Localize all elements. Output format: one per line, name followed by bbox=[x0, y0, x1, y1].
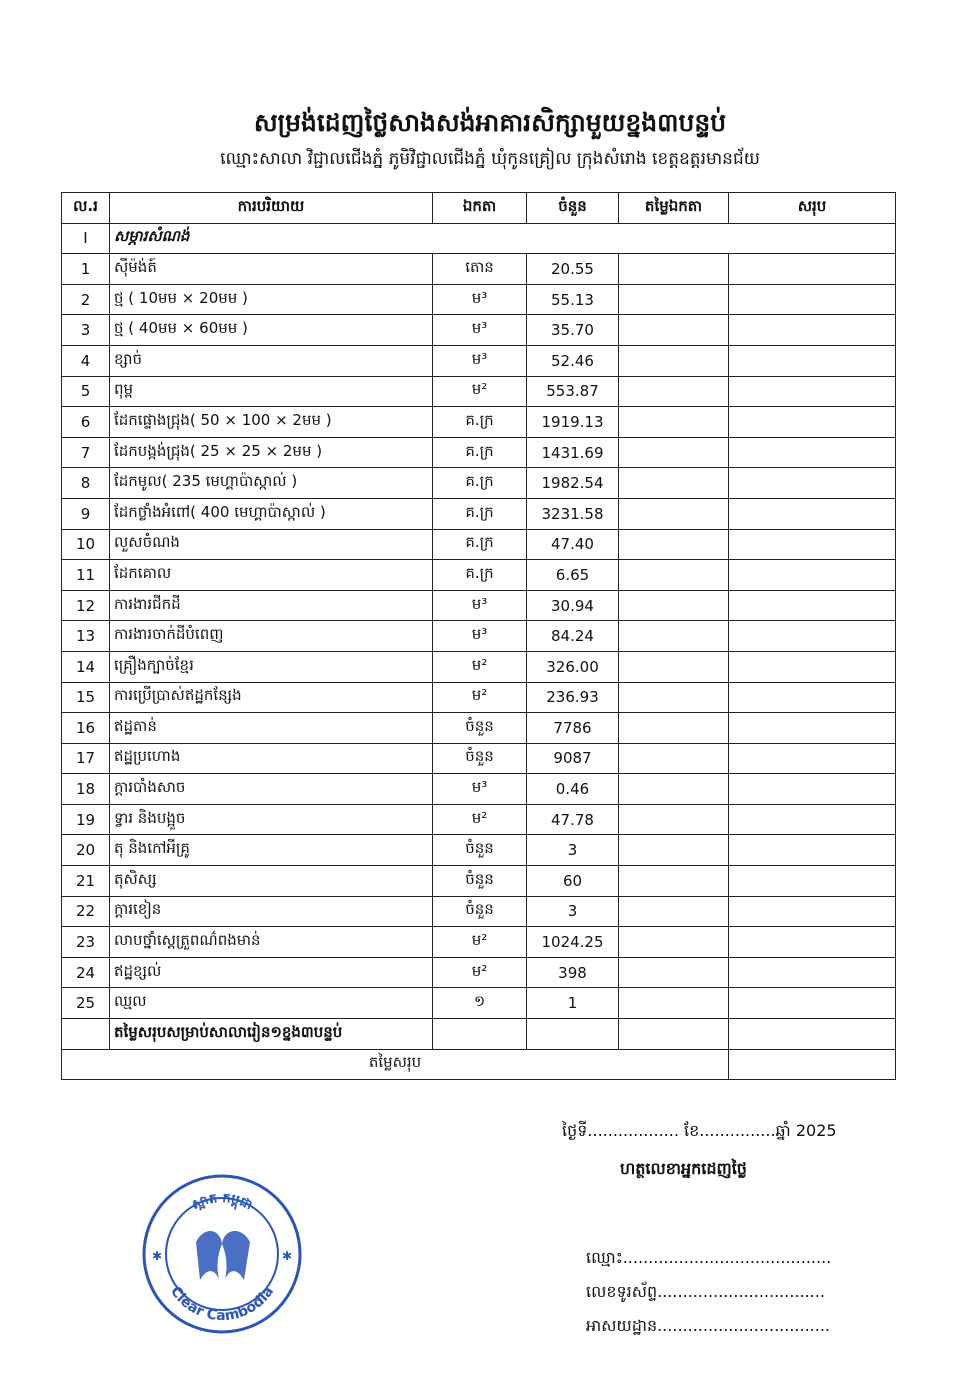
table-row bbox=[62, 651, 896, 682]
signer-title: ហត្ថលេខាអ្នកដេញថ្លៃ bbox=[620, 1159, 747, 1178]
row-quantity: 84.24 bbox=[527, 621, 619, 652]
school-info-subtitle: ឈ្មោះសាលា វិជ្ជាលជើងភ្នំ ភូមិវិជ្ជាលជើងភ្នំ ឃុំកូនគ្រៀល ក្រុងសំរោង ខេត្តឧត្តរមានជ័យ bbox=[220, 149, 760, 169]
row-quantity: 6.65 bbox=[527, 560, 619, 591]
row-total[interactable] bbox=[729, 804, 896, 835]
row-total[interactable] bbox=[729, 315, 896, 346]
table-row bbox=[62, 468, 896, 499]
name-field-line[interactable]: ឈ្មោះ......................................... bbox=[586, 1248, 832, 1267]
row-quantity: 326.00 bbox=[527, 651, 619, 682]
row-unit: ចំនួន bbox=[433, 896, 527, 927]
row-number: 5 bbox=[62, 376, 110, 407]
col-header-description: ការបរិយាយ bbox=[110, 193, 433, 224]
row-unit-price[interactable] bbox=[619, 682, 729, 713]
row-unit-price[interactable] bbox=[619, 284, 729, 315]
row-description: លួសចំណង bbox=[110, 529, 433, 560]
row-total[interactable] bbox=[729, 376, 896, 407]
row-description: ដែកថ្លាំងអំពៅ( 400 មេហ្គាប៉ាស្កាល់ ) bbox=[110, 498, 433, 529]
row-number: 8 bbox=[62, 468, 110, 499]
row-total[interactable] bbox=[729, 407, 896, 438]
table-row bbox=[62, 682, 896, 713]
row-unit: គ.ក្រ bbox=[433, 498, 527, 529]
row-number: 22 bbox=[62, 896, 110, 927]
row-unit: ម³ bbox=[433, 774, 527, 805]
row-number: 17 bbox=[62, 743, 110, 774]
table-row bbox=[62, 254, 896, 285]
row-unit-price[interactable] bbox=[619, 621, 729, 652]
row-quantity: 0.46 bbox=[527, 774, 619, 805]
row-number: 11 bbox=[62, 560, 110, 591]
col-header-total: សរុប bbox=[729, 193, 896, 224]
row-unit: ម² bbox=[433, 927, 527, 958]
row-description: ខ្សាច់ bbox=[110, 345, 433, 376]
col-header-no: ល.រ bbox=[62, 193, 110, 224]
row-unit: គ.ក្រ bbox=[433, 560, 527, 591]
row-description: ឥដ្ឋប្រហោង bbox=[110, 743, 433, 774]
row-number: 16 bbox=[62, 713, 110, 744]
grand-total-row bbox=[62, 1049, 896, 1080]
clear-cambodia-stamp-logo bbox=[140, 1172, 304, 1336]
row-description: លាបថ្នាំស្តេត្រួពណ៌ពងមាន់ bbox=[110, 927, 433, 958]
row-description: ដែកមូល( 235 មេហ្គាប៉ាស្កាល់ ) bbox=[110, 468, 433, 499]
row-unit: ម² bbox=[433, 804, 527, 835]
row-unit: ម³ bbox=[433, 590, 527, 621]
row-number: 6 bbox=[62, 407, 110, 438]
row-unit-price[interactable] bbox=[619, 560, 729, 591]
row-unit-price[interactable] bbox=[619, 804, 729, 835]
row-unit-price[interactable] bbox=[619, 988, 729, 1019]
row-quantity: 1 bbox=[527, 988, 619, 1019]
row-unit-price[interactable] bbox=[619, 713, 729, 744]
row-number: 9 bbox=[62, 498, 110, 529]
row-number: 15 bbox=[62, 682, 110, 713]
row-total[interactable] bbox=[729, 927, 896, 958]
table-row bbox=[62, 866, 896, 897]
row-unit-price[interactable] bbox=[619, 529, 729, 560]
row-quantity: 9087 bbox=[527, 743, 619, 774]
row-description: តុសិស្ស bbox=[110, 866, 433, 897]
row-unit: ១ bbox=[433, 988, 527, 1019]
table-row bbox=[62, 407, 896, 438]
subtotal-qty-cell bbox=[527, 1019, 619, 1050]
subtotal-unit-cell bbox=[433, 1019, 527, 1050]
row-quantity: 1982.54 bbox=[527, 468, 619, 499]
row-unit-price[interactable] bbox=[619, 407, 729, 438]
row-unit-price[interactable] bbox=[619, 376, 729, 407]
row-unit: ចំនួន bbox=[433, 743, 527, 774]
subtotal-total-cell[interactable] bbox=[729, 1019, 896, 1050]
row-quantity: 7786 bbox=[527, 713, 619, 744]
row-number: 25 bbox=[62, 988, 110, 1019]
row-unit: ម³ bbox=[433, 315, 527, 346]
row-total[interactable] bbox=[729, 957, 896, 988]
row-description: ដែកផ្ទោងជ្រុង( 50 × 100 × 2មម ) bbox=[110, 407, 433, 438]
table-row bbox=[62, 621, 896, 652]
table-row bbox=[62, 743, 896, 774]
row-description: ដែកគោល bbox=[110, 560, 433, 591]
row-quantity: 30.94 bbox=[527, 590, 619, 621]
row-quantity: 47.40 bbox=[527, 529, 619, 560]
row-total[interactable] bbox=[729, 743, 896, 774]
row-description: តុ និងកៅអីគ្រូ bbox=[110, 835, 433, 866]
row-description: ក្តារខៀន bbox=[110, 896, 433, 927]
date-line[interactable]: ថ្ងៃទី.................. ខែ...............ឆ្នាំ 2025 bbox=[562, 1121, 837, 1140]
row-total[interactable] bbox=[729, 345, 896, 376]
row-unit-price[interactable] bbox=[619, 835, 729, 866]
row-unit: គ.ក្រ bbox=[433, 529, 527, 560]
row-unit: ម² bbox=[433, 376, 527, 407]
col-header-quantity: ចំនួន bbox=[527, 193, 619, 224]
row-number: 7 bbox=[62, 437, 110, 468]
row-total[interactable] bbox=[729, 498, 896, 529]
svg-text:✱: ✱ bbox=[282, 1249, 293, 1263]
row-number: 12 bbox=[62, 590, 110, 621]
row-quantity: 553.87 bbox=[527, 376, 619, 407]
table-row bbox=[62, 927, 896, 958]
row-unit: ម³ bbox=[433, 345, 527, 376]
row-total[interactable] bbox=[729, 713, 896, 744]
row-description: ស៊ីម៉ង់ត៍ bbox=[110, 254, 433, 285]
row-description: ការប្រើប្រាស់ឥដ្ឋកន្សែង bbox=[110, 682, 433, 713]
row-number: 21 bbox=[62, 866, 110, 897]
row-quantity: 3 bbox=[527, 835, 619, 866]
table-row bbox=[62, 957, 896, 988]
row-total[interactable] bbox=[729, 896, 896, 927]
row-description: ថ្ម ( 40មម × 60មម ) bbox=[110, 315, 433, 346]
row-unit-price[interactable] bbox=[619, 957, 729, 988]
subtotal-price-cell bbox=[619, 1019, 729, 1050]
table-row bbox=[62, 376, 896, 407]
row-number: 1 bbox=[62, 254, 110, 285]
row-description: ដែកបង្កង់ជ្រុង( 25 × 25 × 2មម ) bbox=[110, 437, 433, 468]
table-row bbox=[62, 804, 896, 835]
row-total[interactable] bbox=[729, 682, 896, 713]
row-quantity: 3231.58 bbox=[527, 498, 619, 529]
row-description: ឥដ្ឋតាន់ bbox=[110, 713, 433, 744]
row-description: ការងារចាក់ដីបំពេញ bbox=[110, 621, 433, 652]
row-quantity: 1431.69 bbox=[527, 437, 619, 468]
table-row bbox=[62, 713, 896, 744]
table-row bbox=[62, 988, 896, 1019]
row-description: ក្តារបាំងសាច bbox=[110, 774, 433, 805]
row-total[interactable] bbox=[729, 284, 896, 315]
row-unit-price[interactable] bbox=[619, 345, 729, 376]
row-unit-price[interactable] bbox=[619, 590, 729, 621]
row-number: 10 bbox=[62, 529, 110, 560]
table-row bbox=[62, 315, 896, 346]
table-row bbox=[62, 437, 896, 468]
row-description: ឈ្មល bbox=[110, 988, 433, 1019]
row-total[interactable] bbox=[729, 468, 896, 499]
row-description: ពុម្ព bbox=[110, 376, 433, 407]
table-row bbox=[62, 835, 896, 866]
row-description: ថ្ម ( 10មម × 20មម ) bbox=[110, 284, 433, 315]
row-number: 14 bbox=[62, 651, 110, 682]
row-number: 24 bbox=[62, 957, 110, 988]
row-unit: គ.ក្រ bbox=[433, 437, 527, 468]
row-unit-price[interactable] bbox=[619, 254, 729, 285]
subtotal-row bbox=[62, 1019, 896, 1050]
row-unit: តោន bbox=[433, 254, 527, 285]
row-quantity: 60 bbox=[527, 866, 619, 897]
row-unit: ចំនួន bbox=[433, 713, 527, 744]
row-total[interactable] bbox=[729, 254, 896, 285]
table-row bbox=[62, 498, 896, 529]
row-number: 20 bbox=[62, 835, 110, 866]
row-number: 2 bbox=[62, 284, 110, 315]
row-unit-price[interactable] bbox=[619, 498, 729, 529]
row-quantity: 236.93 bbox=[527, 682, 619, 713]
table-row bbox=[62, 774, 896, 805]
row-unit: ម² bbox=[433, 651, 527, 682]
row-total[interactable] bbox=[729, 437, 896, 468]
row-description: ទ្វារ និងបង្អួច bbox=[110, 804, 433, 835]
row-number: 13 bbox=[62, 621, 110, 652]
row-unit: ចំនួន bbox=[433, 866, 527, 897]
row-quantity: 1919.13 bbox=[527, 407, 619, 438]
row-unit-price[interactable] bbox=[619, 866, 729, 897]
row-total[interactable] bbox=[729, 774, 896, 805]
row-number: 23 bbox=[62, 927, 110, 958]
row-total[interactable] bbox=[729, 590, 896, 621]
row-unit: ម³ bbox=[433, 621, 527, 652]
section-label: សម្ភារសំណង់ bbox=[110, 223, 896, 254]
section-number: I bbox=[62, 223, 110, 254]
phone-field-line[interactable]: លេខទូរស័ព្ទ................................. bbox=[586, 1282, 825, 1301]
row-description: គ្រឿងក្បាច់ខ្មែរ bbox=[110, 651, 433, 682]
row-quantity: 47.78 bbox=[527, 804, 619, 835]
row-unit: គ.ក្រ bbox=[433, 468, 527, 499]
row-description: ឥដ្ឋខ្សល់ bbox=[110, 957, 433, 988]
row-number: 4 bbox=[62, 345, 110, 376]
row-unit-price[interactable] bbox=[619, 651, 729, 682]
svg-text:ស្អាត កម្ពុជា bbox=[190, 1191, 255, 1213]
table-row bbox=[62, 529, 896, 560]
table-row bbox=[62, 590, 896, 621]
row-unit-price[interactable] bbox=[619, 927, 729, 958]
row-unit: ម² bbox=[433, 682, 527, 713]
row-unit-price[interactable] bbox=[619, 743, 729, 774]
table-header-row bbox=[62, 193, 896, 224]
subtotal-label: តម្លៃសរុបសម្រាប់សាលារៀន១ខ្នង៣បន្ទប់ bbox=[110, 1019, 433, 1050]
row-unit-price[interactable] bbox=[619, 437, 729, 468]
row-quantity: 20.55 bbox=[527, 254, 619, 285]
row-quantity: 35.70 bbox=[527, 315, 619, 346]
row-unit: ចំនួន bbox=[433, 835, 527, 866]
row-quantity: 52.46 bbox=[527, 345, 619, 376]
row-unit-price[interactable] bbox=[619, 468, 729, 499]
row-quantity: 55.13 bbox=[527, 284, 619, 315]
row-total[interactable] bbox=[729, 651, 896, 682]
document-title: សម្រង់ដេញថ្លៃសាងសង់អាគារសិក្សាមួយខ្នង៣បន្ទប់ bbox=[253, 108, 727, 137]
row-total[interactable] bbox=[729, 835, 896, 866]
table-row bbox=[62, 284, 896, 315]
row-total[interactable] bbox=[729, 866, 896, 897]
col-header-unit: ឯកតា bbox=[433, 193, 527, 224]
table-row bbox=[62, 896, 896, 927]
col-header-unit-price: តម្លៃឯកតា bbox=[619, 193, 729, 224]
section-row bbox=[62, 223, 896, 254]
row-unit: គ.ក្រ bbox=[433, 407, 527, 438]
row-number: 19 bbox=[62, 804, 110, 835]
row-number: 3 bbox=[62, 315, 110, 346]
row-total[interactable] bbox=[729, 988, 896, 1019]
svg-text:✱: ✱ bbox=[152, 1249, 163, 1263]
row-unit: ម² bbox=[433, 957, 527, 988]
row-quantity: 398 bbox=[527, 957, 619, 988]
row-total[interactable] bbox=[729, 621, 896, 652]
row-unit: ម³ bbox=[433, 284, 527, 315]
table-row bbox=[62, 560, 896, 591]
row-unit-price[interactable] bbox=[619, 315, 729, 346]
grand-total-cell[interactable] bbox=[729, 1049, 896, 1080]
grand-total-label: តម្លៃសរុប bbox=[62, 1049, 729, 1080]
row-number: 18 bbox=[62, 774, 110, 805]
row-quantity: 3 bbox=[527, 896, 619, 927]
quotation-table bbox=[61, 192, 896, 1080]
row-quantity: 1024.25 bbox=[527, 927, 619, 958]
subtotal-no-cell bbox=[62, 1019, 110, 1050]
row-unit-price[interactable] bbox=[619, 896, 729, 927]
row-unit-price[interactable] bbox=[619, 774, 729, 805]
row-description: ការងារជីកដី bbox=[110, 590, 433, 621]
table-row bbox=[62, 345, 896, 376]
row-total[interactable] bbox=[729, 529, 896, 560]
stamp-bottom-text: Clear Cambodia bbox=[166, 1283, 278, 1325]
row-total[interactable] bbox=[729, 560, 896, 591]
address-field-line[interactable]: អាសយដ្ឋាន.................................. bbox=[586, 1316, 831, 1335]
stamp-top-text: ស្អាត កម្ពុជា bbox=[189, 1190, 255, 1214]
